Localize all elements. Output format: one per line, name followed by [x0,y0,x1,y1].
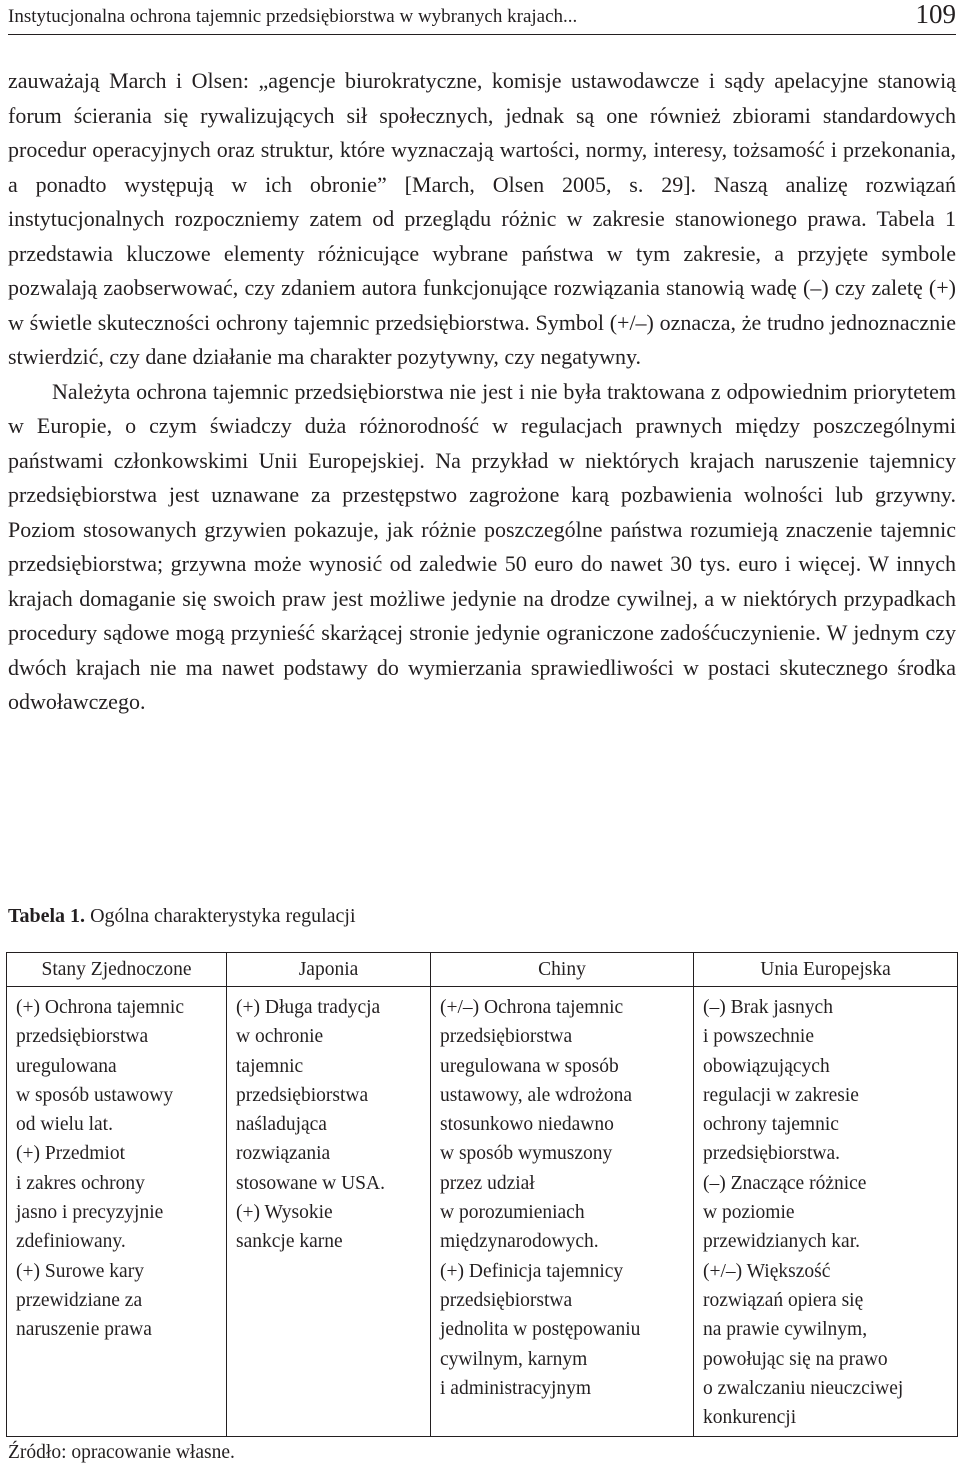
table-cell-line: przedsiębiorstwa [236,1084,369,1106]
table-cell-line: w ochronie [236,1026,324,1048]
table-cell-line: stosowane w USA. [236,1172,385,1194]
table-cell-line: przedsiębiorstwa [440,1289,573,1311]
table-cell-line: (+) Przedmiot [16,1143,126,1165]
table-cell-line: w poziomie [703,1202,795,1224]
table-cell-line: uregulowana [16,1055,117,1077]
table-cell-line: (+/–) Większość [703,1260,831,1282]
table-cell-line: (+) Definicja tajemnicy [440,1260,624,1282]
table-cell-line: i administracyjnym [440,1377,592,1399]
table-cell-line: (+/–) Ochrona tajemnic [440,997,624,1018]
table-header-cell: Japonia [227,953,431,987]
table-cell-line: na prawie cywilnym, [703,1319,868,1341]
table-cell-line: w sposób ustawowy [16,1084,174,1106]
table-cell-line: przedsiębiorstwa [440,1026,573,1048]
regulation-table [6,952,958,1437]
table-cell-line: o zwalczaniu nieuczciwej [703,1377,904,1399]
table-cell-line: (–) Brak jasnych [703,997,833,1018]
paragraph: Należyta ochrona tajemnic przedsiębiorstwa nie jest i nie była traktowana z odpowiednim priorytetem w Europie, o czym świadczy duża różnorodność w regulacjach prawnych między poszczególnymi państwami członkowskimi Unii Europejskiej. Na przykład w niektórych krajach naruszenie tajemnicy przedsiębiorstwa jest uznawane za przestępstwo zagrożone karą pozbawienia wolności lub grzywny. Poziom stosowanych grzywien pokazuje, jak różnie poszczególne państwa rozumieją znaczenie tajemnic przedsiębiorstwa; grzywna może wynosić od zaledwie 50 euro do nawet 30 tys. euro i więcej. W innych krajach domaganie się swoich praw jest możliwe jedynie na drodze cywilnej, a w niektórych przypadkach procedury sądowe mogą przynieść skarżącej stronie jedynie ograniczone zadośćuczynienie. W jednym czy dwóch krajach nie ma nawet podstawy do wymierzania sprawiedliwości w postaci skutecznego środka odwoławczego. [8,378,956,714]
table-cell [7,987,227,1437]
table-cell-line: ochrony tajemnic [703,1114,839,1136]
table-cell-line: powołując się na prawo [703,1348,888,1370]
paragraph: zauważają March i Olsen: „agencje biurokratyczne, komisje ustawodawcze i sądy apelacyjne stanowią forum ścierania się rywalizujących sił społecznych, jednak są one również zbiorami standardowych procedur operacyjnych oraz struktur, które wyznaczają wartości, normy, interesy, tożsamość i przekonania, a ponadto występują w ich obronie” [March, Olsen 2005, s. 29]. Naszą analizę rozwiązań instytucjonalnych rozpoczniemy zatem od przeglądu różnic w zakresie stanowionego prawa. Tabela 1 przedstawia kluczowe elementy różnicujące wybrane państwa w tym zakresie, a przyjęte symbole pozwalają zaobserwować, czy zdaniem autora funkcjonujące rozwiązania stanowią wadę (–) czy zaletę (+) w świetle skuteczności ochrony tajemnic przedsiębiorstwa. Symbol (+/–) oznacza, że trudno jednoznacznie stwierdzić, czy dane działanie ma charakter pozytywny, czy negatywny. [8,68,956,369]
table-cell-line: w porozumieniach [440,1202,585,1224]
table-cell-line: (+) Ochrona tajemnic [16,997,185,1018]
page-number: 109 [915,0,956,29]
table-cell-line: naśladująca [236,1114,327,1136]
table-cell-line: zdefiniowany. [16,1231,126,1253]
table-cell-line: ustawowy, ale wdrożona [440,1084,633,1106]
table-cell-line: i powszechnie [703,1026,815,1048]
table-cell-line: (+) Długa tradycja [236,997,381,1018]
table-cell [694,987,958,1437]
table-cell-line: regulacji w zakresie [703,1084,859,1106]
table-cell-line: jasno i precyzyjnie [16,1202,164,1224]
table-cell-line: uregulowana w sposób [440,1055,619,1077]
table-header-cell: Stany Zjednoczone [7,953,227,987]
table-caption-label: Tabela 1. [8,905,86,927]
table-cell-line: rozwiązania [236,1143,331,1165]
table-row [7,987,958,1437]
table-cell-line: (+) Wysokie [236,1202,333,1224]
table-cell-line: w sposób wymuszony [440,1143,613,1165]
body-text [8,64,956,720]
table-header-cell: Unia Europejska [694,953,958,987]
source-note: Źródło: opracowanie własne. [8,1442,235,1463]
table-cell-line: (+) Surowe kary [16,1260,144,1282]
table-caption-text: Ogólna charakterystyka regulacji [85,905,356,927]
table-cell-line: przez udział [440,1172,535,1194]
table-cell-line: stosunkowo niedawno [440,1114,614,1136]
table-cell-line: rozwiązań opiera się [703,1289,864,1311]
running-header [8,0,956,35]
table-cell-line: międzynarodowych. [440,1231,599,1253]
table-cell-line: przewidziane za [16,1289,143,1311]
table-cell-line: jednolita w postępowaniu [440,1319,641,1341]
table-header-cell: Chiny [431,953,694,987]
table-cell-line: i zakres ochrony [16,1172,145,1194]
table-cell-line: przedsiębiorstwa. [703,1143,840,1165]
table-cell-line: konkurencji [703,1407,797,1429]
table-cell [227,987,431,1437]
table-cell-line: obowiązujących [703,1055,830,1077]
table-cell [431,987,694,1437]
table-cell-line: od wielu lat. [16,1114,113,1136]
table-header-row [7,953,958,987]
table-cell-line: cywilnym, karnym [440,1348,588,1370]
table-cell-line: naruszenie prawa [16,1319,152,1341]
table-cell-line: przedsiębiorstwa [16,1026,149,1048]
table-cell-line: sankcje karne [236,1231,343,1253]
running-title: Instytucjonalna ochrona tajemnic przedsiębiorstwa w wybranych krajach... [8,6,578,27]
table-cell-line: przewidzianych kar. [703,1231,861,1253]
table-caption [8,905,356,928]
table-cell-line: tajemnic [236,1055,304,1077]
table-cell-line: (–) Znaczące różnice [703,1172,867,1194]
